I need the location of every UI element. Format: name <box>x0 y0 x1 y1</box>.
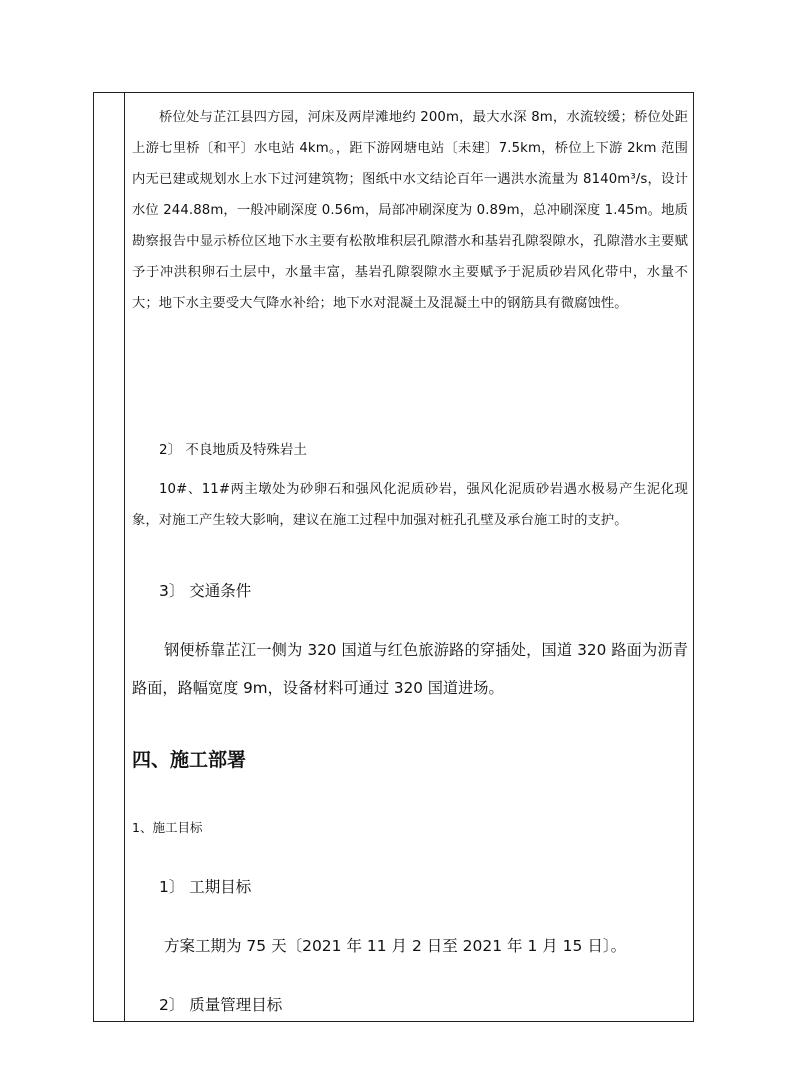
goal-1-text: 方案工期为 75 天〔2021 年 11 月 2 日至 2021 年 1 月 15 日〕。 <box>164 937 627 955</box>
subsection-title: 1、施工目标 <box>132 820 203 835</box>
goal-2-title: 2〕 质量管理目标 <box>159 996 283 1014</box>
table-column-divider <box>124 92 125 1022</box>
geology-paragraph: 10#、11#两主墩处为砂卵石和强风化泥质砂岩，强风化泥质砂岩遇水极易产生泥化现象，对施工产生较大影响，建议在施工过程中加强对桩孔孔壁及承台施工时的支护。 <box>132 482 688 528</box>
goal-1-title: 1〕 工期目标 <box>159 878 252 896</box>
traffic-paragraph: 钢便桥靠芷江一侧为 320 国道与红色旅游路的穿插处，国道 320 路面为沥青路面，路幅宽度 9m，设备材料可通过 320 国道进场。 <box>132 641 688 697</box>
item-3-title: 3〕 交通条件 <box>159 582 252 600</box>
section-heading: 四、施工部署 <box>132 749 247 771</box>
hydrology-paragraph: 桥位处与芷江县四方园，河床及两岸滩地约 200m，最大水深 8m，水流较缓；桥位处距上游七里桥〔和平〕水电站 4km。，距下游网塘电站〔未建〕7.5km，桥位上下游 2km 范围内无已建或规划水上水下过河建筑物；图纸中水文结论百年一遇洪水流量为 8140m³/s，设计水位 244.88m，一般冲刷深度 0.56m，局部冲刷深度为 0.89m，总冲刷深度 1.45m。地质勘察报告中显示桥位区地下水主要有松散堆积层孔隙潜水和基岩孔隙裂隙水，孔隙潜水主要赋予于冲洪积卵石土层中，水量丰富，基岩孔隙裂隙水主要赋予于泥质砂岩风化带中，水量不大；地下水主要受大气降水补给；地下水对混凝土及混凝土中的钢筋具有微腐蚀性。 <box>132 110 688 311</box>
item-2-title: 2〕 不良地质及特殊岩土 <box>159 442 307 458</box>
